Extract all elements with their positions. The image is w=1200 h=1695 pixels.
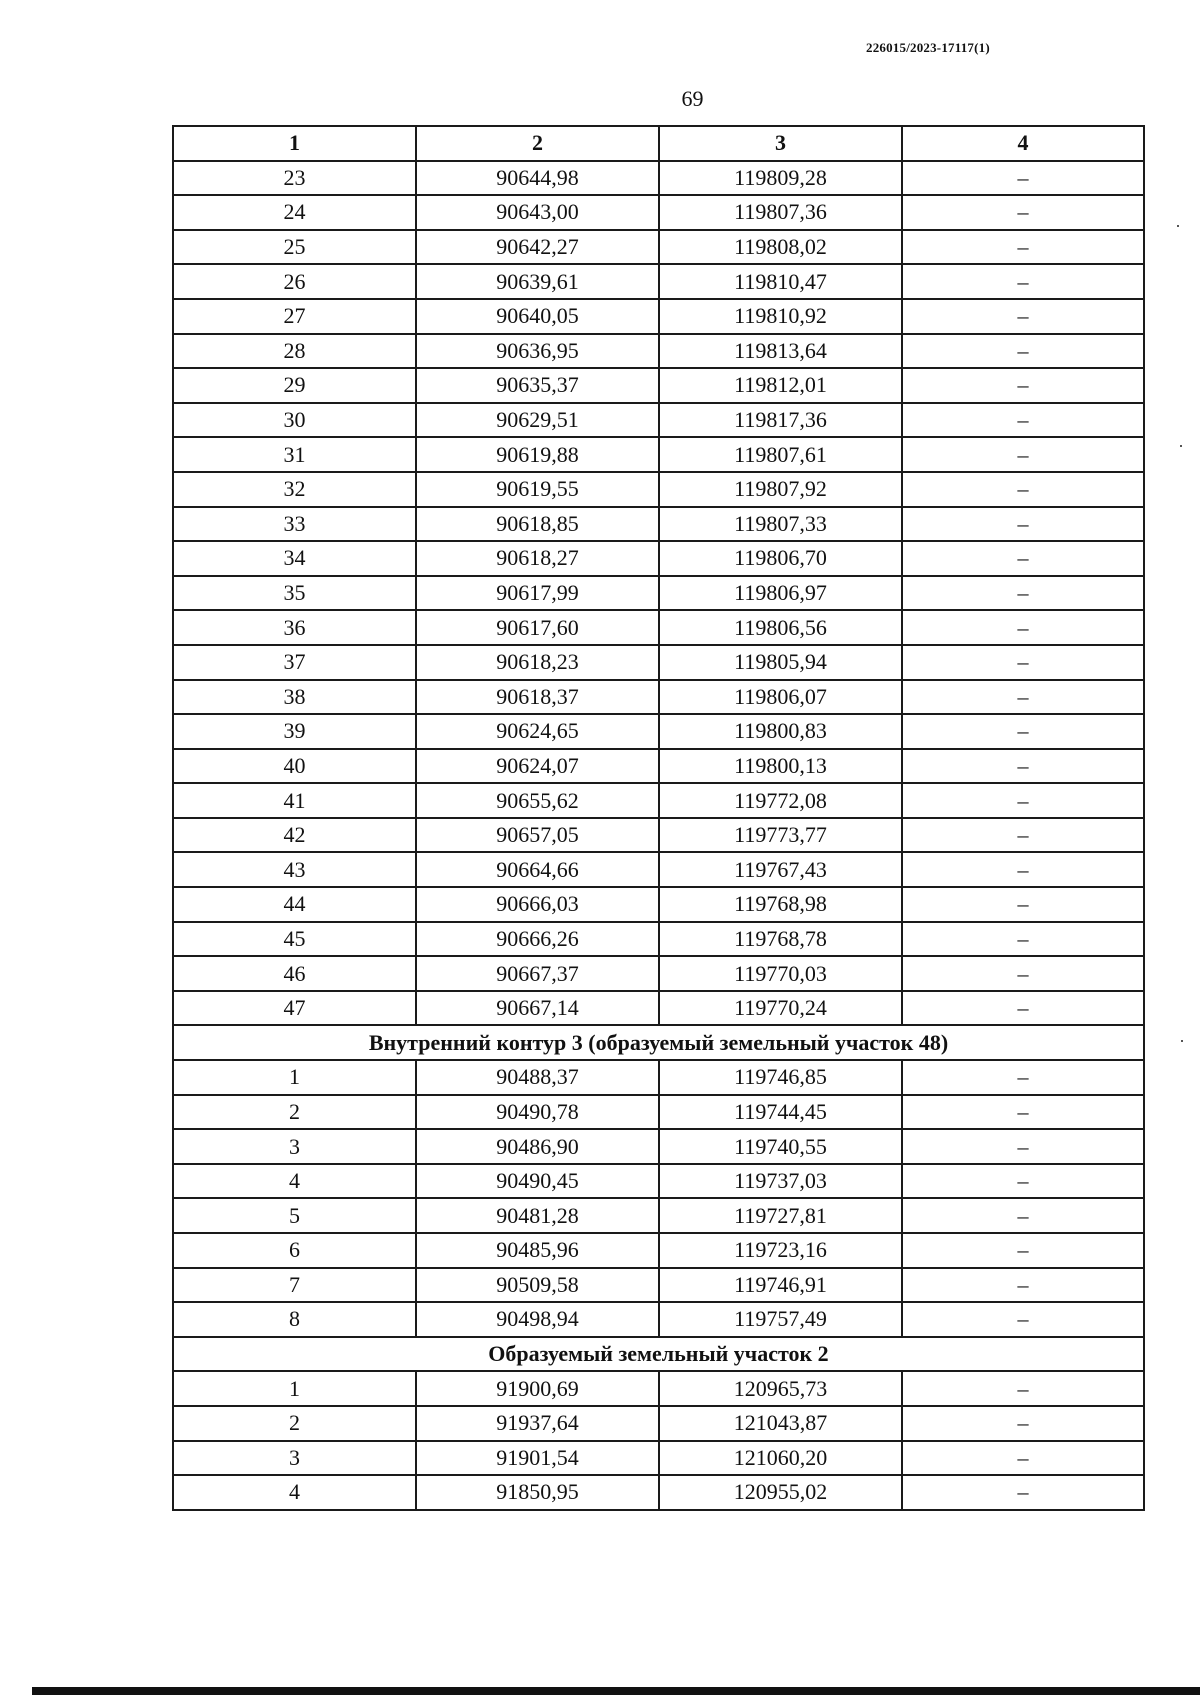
note-cell: – xyxy=(902,1406,1144,1441)
note-cell: – xyxy=(902,1475,1144,1510)
note-cell: – xyxy=(902,334,1144,369)
x-coordinate-cell: 91900,69 xyxy=(416,1371,659,1406)
y-coordinate-cell: 119770,03 xyxy=(659,956,902,991)
note-cell: – xyxy=(902,783,1144,818)
point-number-cell: 25 xyxy=(173,230,416,265)
column-header-1: 1 xyxy=(173,126,416,161)
table-row xyxy=(173,576,1144,611)
x-coordinate-cell: 91937,64 xyxy=(416,1406,659,1441)
note-cell: – xyxy=(902,403,1144,438)
table-row xyxy=(173,1095,1144,1130)
y-coordinate-cell: 119812,01 xyxy=(659,368,902,403)
x-coordinate-cell: 90636,95 xyxy=(416,334,659,369)
x-coordinate-cell: 90666,03 xyxy=(416,887,659,922)
y-coordinate-cell: 119757,49 xyxy=(659,1302,902,1337)
y-coordinate-cell: 119813,64 xyxy=(659,334,902,369)
y-coordinate-cell: 119807,36 xyxy=(659,195,902,230)
note-cell: – xyxy=(902,264,1144,299)
note-cell: – xyxy=(902,437,1144,472)
note-cell: – xyxy=(902,472,1144,507)
note-cell: – xyxy=(902,1233,1144,1268)
x-coordinate-cell: 90640,05 xyxy=(416,299,659,334)
note-cell: – xyxy=(902,1060,1144,1095)
point-number-cell: 45 xyxy=(173,922,416,957)
x-coordinate-cell: 90619,55 xyxy=(416,472,659,507)
table-row xyxy=(173,956,1144,991)
scan-speck xyxy=(1181,1040,1183,1042)
x-coordinate-cell: 90617,99 xyxy=(416,576,659,611)
table-row xyxy=(173,714,1144,749)
point-number-cell: 46 xyxy=(173,956,416,991)
table-row xyxy=(173,1164,1144,1199)
note-cell: – xyxy=(902,887,1144,922)
point-number-cell: 39 xyxy=(173,714,416,749)
point-number-cell: 44 xyxy=(173,887,416,922)
y-coordinate-cell: 119740,55 xyxy=(659,1129,902,1164)
x-coordinate-cell: 90643,00 xyxy=(416,195,659,230)
note-cell: – xyxy=(902,956,1144,991)
table-row xyxy=(173,818,1144,853)
page-number: 69 xyxy=(681,86,704,111)
point-number-cell: 47 xyxy=(173,991,416,1026)
point-number-cell: 8 xyxy=(173,1302,416,1337)
note-cell: – xyxy=(902,1129,1144,1164)
point-number-cell: 7 xyxy=(173,1268,416,1303)
x-coordinate-cell: 90618,27 xyxy=(416,541,659,576)
note-cell: – xyxy=(902,680,1144,715)
x-coordinate-cell: 90488,37 xyxy=(416,1060,659,1095)
table-row xyxy=(173,887,1144,922)
table-row xyxy=(173,437,1144,472)
x-coordinate-cell: 90490,78 xyxy=(416,1095,659,1130)
y-coordinate-cell: 119800,13 xyxy=(659,749,902,784)
y-coordinate-cell: 119806,07 xyxy=(659,680,902,715)
table-row xyxy=(173,264,1144,299)
x-coordinate-cell: 90629,51 xyxy=(416,403,659,438)
x-coordinate-cell: 90667,37 xyxy=(416,956,659,991)
point-number-cell: 3 xyxy=(173,1441,416,1476)
document-registration-number: 226015/2023-17117(1) xyxy=(866,40,990,55)
table-row xyxy=(173,922,1144,957)
table-row xyxy=(173,749,1144,784)
y-coordinate-cell: 119809,28 xyxy=(659,161,902,196)
point-number-cell: 38 xyxy=(173,680,416,715)
point-number-cell: 2 xyxy=(173,1095,416,1130)
note-cell: – xyxy=(902,714,1144,749)
table-row xyxy=(173,1060,1144,1095)
x-coordinate-cell: 90481,28 xyxy=(416,1198,659,1233)
table-row xyxy=(173,230,1144,265)
x-coordinate-cell: 90509,58 xyxy=(416,1268,659,1303)
point-number-cell: 24 xyxy=(173,195,416,230)
x-coordinate-cell: 90635,37 xyxy=(416,368,659,403)
y-coordinate-cell: 119746,85 xyxy=(659,1060,902,1095)
x-coordinate-cell: 90642,27 xyxy=(416,230,659,265)
table-row xyxy=(173,1302,1144,1337)
y-coordinate-cell: 119770,24 xyxy=(659,991,902,1026)
x-coordinate-cell: 90655,62 xyxy=(416,783,659,818)
table-row xyxy=(173,1129,1144,1164)
x-coordinate-cell: 90486,90 xyxy=(416,1129,659,1164)
table-row xyxy=(173,680,1144,715)
point-number-cell: 30 xyxy=(173,403,416,438)
x-coordinate-cell: 90667,14 xyxy=(416,991,659,1026)
table-row xyxy=(173,195,1144,230)
point-number-cell: 34 xyxy=(173,541,416,576)
y-coordinate-cell: 119810,47 xyxy=(659,264,902,299)
coordinates-table xyxy=(172,125,1145,1511)
point-number-cell: 23 xyxy=(173,161,416,196)
point-number-cell: 29 xyxy=(173,368,416,403)
table-row xyxy=(173,403,1144,438)
x-coordinate-cell: 90617,60 xyxy=(416,610,659,645)
y-coordinate-cell: 119808,02 xyxy=(659,230,902,265)
table-row xyxy=(173,783,1144,818)
note-cell: – xyxy=(902,195,1144,230)
note-cell: – xyxy=(902,576,1144,611)
table-row xyxy=(173,1371,1144,1406)
note-cell: – xyxy=(902,161,1144,196)
table-row xyxy=(173,1441,1144,1476)
x-coordinate-cell: 90618,85 xyxy=(416,507,659,542)
note-cell: – xyxy=(902,368,1144,403)
table-body xyxy=(173,161,1144,1510)
x-coordinate-cell: 90490,45 xyxy=(416,1164,659,1199)
note-cell: – xyxy=(902,610,1144,645)
point-number-cell: 40 xyxy=(173,749,416,784)
y-coordinate-cell: 119772,08 xyxy=(659,783,902,818)
table-row xyxy=(173,368,1144,403)
note-cell: – xyxy=(902,922,1144,957)
note-cell: – xyxy=(902,507,1144,542)
note-cell: – xyxy=(902,1164,1144,1199)
y-coordinate-cell: 119807,33 xyxy=(659,507,902,542)
y-coordinate-cell: 119744,45 xyxy=(659,1095,902,1130)
table-row xyxy=(173,161,1144,196)
table-row xyxy=(173,1233,1144,1268)
note-cell: – xyxy=(902,645,1144,680)
x-coordinate-cell: 90666,26 xyxy=(416,922,659,957)
y-coordinate-cell: 119773,77 xyxy=(659,818,902,853)
y-coordinate-cell: 121043,87 xyxy=(659,1406,902,1441)
point-number-cell: 1 xyxy=(173,1060,416,1095)
note-cell: – xyxy=(902,1441,1144,1476)
x-coordinate-cell: 90498,94 xyxy=(416,1302,659,1337)
y-coordinate-cell: 119768,78 xyxy=(659,922,902,957)
y-coordinate-cell: 119727,81 xyxy=(659,1198,902,1233)
y-coordinate-cell: 119805,94 xyxy=(659,645,902,680)
section-title-row xyxy=(173,1337,1144,1372)
point-number-cell: 32 xyxy=(173,472,416,507)
point-number-cell: 27 xyxy=(173,299,416,334)
note-cell: – xyxy=(902,299,1144,334)
table-row xyxy=(173,299,1144,334)
point-number-cell: 35 xyxy=(173,576,416,611)
point-number-cell: 4 xyxy=(173,1475,416,1510)
y-coordinate-cell: 120965,73 xyxy=(659,1371,902,1406)
y-coordinate-cell: 119806,56 xyxy=(659,610,902,645)
table-row xyxy=(173,645,1144,680)
point-number-cell: 31 xyxy=(173,437,416,472)
y-coordinate-cell: 119807,61 xyxy=(659,437,902,472)
y-coordinate-cell: 120955,02 xyxy=(659,1475,902,1510)
y-coordinate-cell: 119800,83 xyxy=(659,714,902,749)
x-coordinate-cell: 91901,54 xyxy=(416,1441,659,1476)
note-cell: – xyxy=(902,230,1144,265)
y-coordinate-cell: 119746,91 xyxy=(659,1268,902,1303)
x-coordinate-cell: 90657,05 xyxy=(416,818,659,853)
x-coordinate-cell: 91850,95 xyxy=(416,1475,659,1510)
y-coordinate-cell: 121060,20 xyxy=(659,1441,902,1476)
y-coordinate-cell: 119768,98 xyxy=(659,887,902,922)
note-cell: – xyxy=(902,541,1144,576)
note-cell: – xyxy=(902,749,1144,784)
point-number-cell: 42 xyxy=(173,818,416,853)
point-number-cell: 5 xyxy=(173,1198,416,1233)
column-header-2: 2 xyxy=(416,126,659,161)
x-coordinate-cell: 90664,66 xyxy=(416,852,659,887)
note-cell: – xyxy=(902,1268,1144,1303)
y-coordinate-cell: 119810,92 xyxy=(659,299,902,334)
note-cell: – xyxy=(902,1371,1144,1406)
table-row xyxy=(173,541,1144,576)
section-title: Внутренний контур 3 (образуемый земельный участок 48) xyxy=(173,1025,1144,1060)
x-coordinate-cell: 90624,07 xyxy=(416,749,659,784)
point-number-cell: 6 xyxy=(173,1233,416,1268)
table-row xyxy=(173,507,1144,542)
point-number-cell: 2 xyxy=(173,1406,416,1441)
section-title: Образуемый земельный участок 2 xyxy=(173,1337,1144,1372)
column-header-4: 4 xyxy=(902,126,1144,161)
y-coordinate-cell: 119806,97 xyxy=(659,576,902,611)
point-number-cell: 41 xyxy=(173,783,416,818)
x-coordinate-cell: 90639,61 xyxy=(416,264,659,299)
y-coordinate-cell: 119807,92 xyxy=(659,472,902,507)
x-coordinate-cell: 90618,23 xyxy=(416,645,659,680)
table-row xyxy=(173,1406,1144,1441)
point-number-cell: 33 xyxy=(173,507,416,542)
y-coordinate-cell: 119817,36 xyxy=(659,403,902,438)
y-coordinate-cell: 119737,03 xyxy=(659,1164,902,1199)
bottom-scan-border xyxy=(32,1687,1200,1695)
point-number-cell: 28 xyxy=(173,334,416,369)
point-number-cell: 43 xyxy=(173,852,416,887)
point-number-cell: 26 xyxy=(173,264,416,299)
y-coordinate-cell: 119723,16 xyxy=(659,1233,902,1268)
note-cell: – xyxy=(902,852,1144,887)
note-cell: – xyxy=(902,1095,1144,1130)
point-number-cell: 3 xyxy=(173,1129,416,1164)
table-row xyxy=(173,1475,1144,1510)
point-number-cell: 4 xyxy=(173,1164,416,1199)
table-row xyxy=(173,610,1144,645)
note-cell: – xyxy=(902,1302,1144,1337)
scan-speck xyxy=(1180,445,1182,447)
point-number-cell: 36 xyxy=(173,610,416,645)
x-coordinate-cell: 90485,96 xyxy=(416,1233,659,1268)
column-header-3: 3 xyxy=(659,126,902,161)
table-row xyxy=(173,1198,1144,1233)
table-row xyxy=(173,852,1144,887)
point-number-cell: 1 xyxy=(173,1371,416,1406)
y-coordinate-cell: 119806,70 xyxy=(659,541,902,576)
note-cell: – xyxy=(902,991,1144,1026)
scan-speck xyxy=(1177,225,1179,227)
table-row xyxy=(173,991,1144,1026)
x-coordinate-cell: 90619,88 xyxy=(416,437,659,472)
table-row xyxy=(173,1268,1144,1303)
section-title-row xyxy=(173,1025,1144,1060)
point-number-cell: 37 xyxy=(173,645,416,680)
x-coordinate-cell: 90618,37 xyxy=(416,680,659,715)
note-cell: – xyxy=(902,1198,1144,1233)
y-coordinate-cell: 119767,43 xyxy=(659,852,902,887)
table-row xyxy=(173,472,1144,507)
x-coordinate-cell: 90644,98 xyxy=(416,161,659,196)
table-header-row xyxy=(173,126,1144,161)
note-cell: – xyxy=(902,818,1144,853)
x-coordinate-cell: 90624,65 xyxy=(416,714,659,749)
table-row xyxy=(173,334,1144,369)
